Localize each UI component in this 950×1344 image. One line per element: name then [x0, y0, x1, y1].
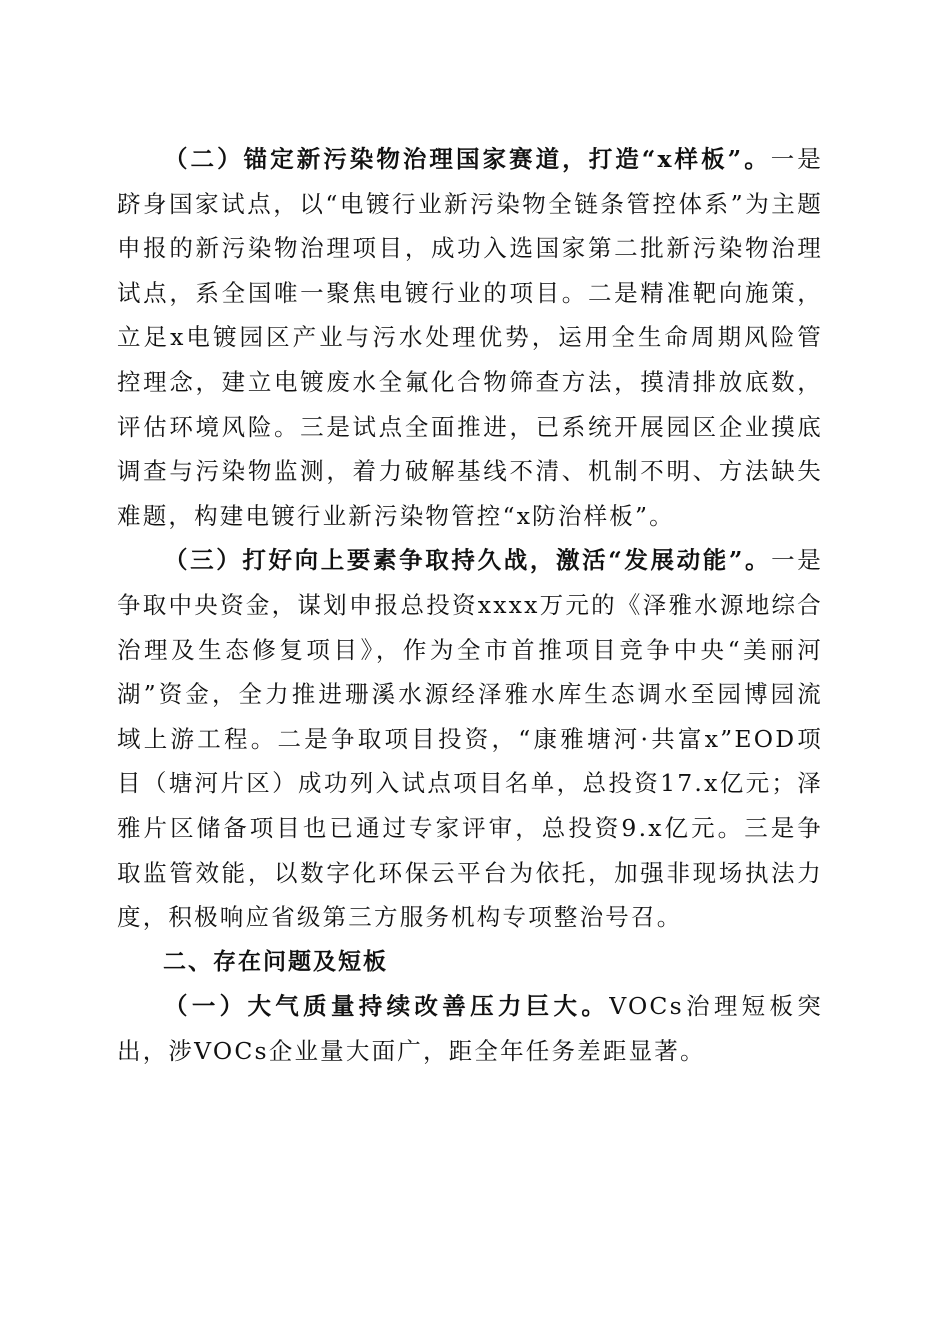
section-heading: 二、存在问题及短板 [163, 948, 388, 975]
paragraph-funding-competition [117, 538, 823, 939]
paragraph-air-quality [117, 984, 823, 1073]
paragraph-lead: （一）大气质量持续改善压力巨大。 [164, 992, 610, 1021]
paragraph-text: 一是跻身国家试点，以“电镀行业新污染物全链条管控体系”为主题申报的新污染物治理项目，成功入选国家第二批新污染物治理试点，系全国唯一聚焦电镀行业的项目。二是精准靶向施策，立足x电镀园区产业与污水处理优势，运用全生命周期风险管控理念，建立电镀废水全氟化合物筛查方法，摸清排放底数，评估环境风险。三是试点全面推进，已系统开展园区企业摸底调查与污染物监测，着力破解基线不清、机制不明、方法缺失难题，构建电镀行业新污染物管控“x防治样板”。 [117, 145, 823, 530]
paragraph-text: 一是争取中央资金，谋划申报总投资xxxx万元的《泽雅水源地综合治理及生态修复项目》，作为全市首推项目竞争中央“美丽河湖”资金，全力推进珊溪水源经泽雅水库生态调水至园博园流域上游工程。二是争取项目投资，“康雅塘河·共富x”EOD项目（塘河片区）成功列入试点项目名单，总投资17.x亿元；泽雅片区储备项目也已通过专家评审，总投资9.x亿元。三是争取监管效能，以数字化环保云平台为依托，加强非现场执法力度，积极响应省级第三方服务机构专项整治号召。 [117, 546, 823, 932]
paragraph-text: VOCs治理短板突出，涉VOCs企业量大面广，距全年任务差距显著。 [117, 992, 823, 1065]
paragraph-lead: （三）打好向上要素争取持久战，激活“发展动能”。 [164, 546, 772, 575]
paragraph-lead: （二）锚定新污染物治理国家赛道，打造“x样板”。 [164, 145, 771, 173]
document-body [117, 137, 823, 1073]
paragraph-pollutant-governance [117, 137, 823, 538]
